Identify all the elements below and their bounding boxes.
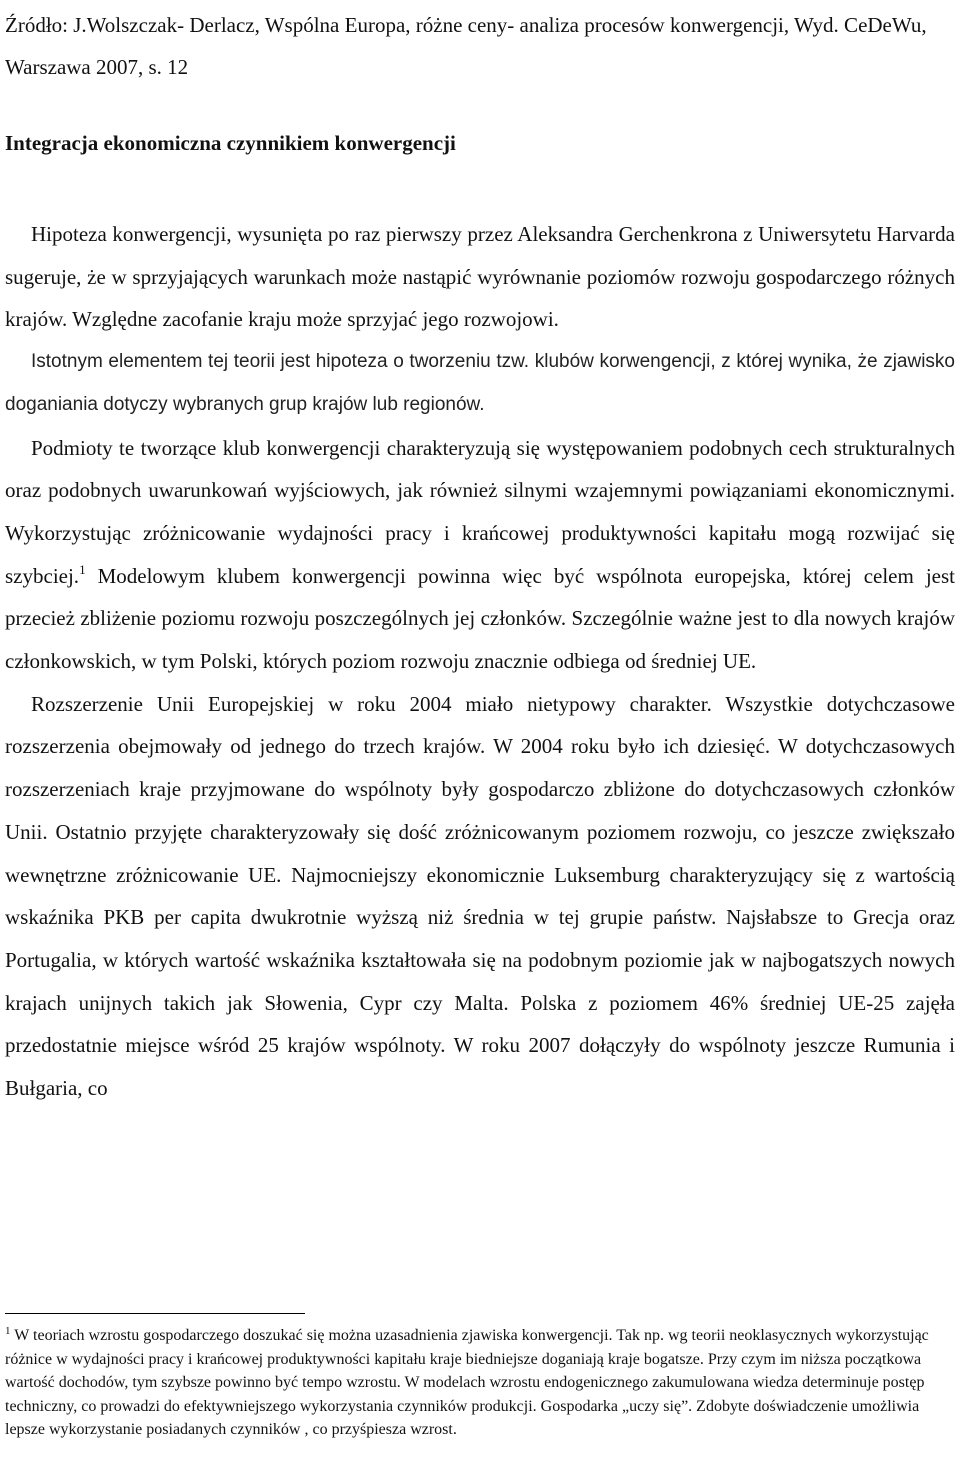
- paragraph-4: Rozszerzenie Unii Europejskiej w roku 2004 miało nietypowy charakter. Wszystkie dotychczasowe rozszerzenia obejmowały od jednego do trzech krajów. W 2004 roku było ich dziesięć. W dotychczasowych rozszerzeniach kraje przyjmowane do wspólnoty były gospodarczo zbliżone do dotychczasowych członków Unii. Ostatnio przyjęte charakteryzowały się dość zróżnicowanym poziomem rozwoju, co jeszcze zwiększało wewnętrzne zróżnicowanie UE. Najmocniejszy ekonomicznie Luksemburg charakteryzujący się z wartością wskaźnika PKB per capita dwukrotnie wyższą niż średnia w tej grupie państw. Najsłabsze to Grecja oraz Portugalia, w których wartość wskaźnika kształtowała się na podobnym poziomie jak w najbogatszych nowych krajach unijnych takich jak Słowenia, Cypr czy Malta. Polska z poziomem 46% średniej UE-25 zajęła przedostatnie miejsce wśród 25 krajów wspólnoty. W roku 2007 dołączyły do wspólnoty jeszcze Rumunia i Bułgaria, co: [5, 691, 955, 1101]
- paragraph-3-text-b: Modelowym klubem konwergencji powinna więc być wspólnota europejska, której celem jest przecież zbliżenie poziomu rozwoju poszczególnych jej członków. Szczególnie ważne jest to dla nowych krajów członkowskich, w tym Polski, których poziom rozwoju znacznie odbiega od średniej UE.: [5, 563, 955, 674]
- section-heading: Integracja ekonomiczna czynnikiem konwergencji: [5, 131, 456, 155]
- footnote: [5, 1324, 955, 1442]
- footnote-reference: 1: [79, 561, 86, 577]
- footnote-text: W teoriach wzrostu gospodarczego doszukać się można uzasadnienia zjawiska konwergencji. Tak np. wg teorii neoklasycznych wykorzystując różnice w wydajności pracy i krańcowej produktywności kapitału kraje biedniejsze doganiają kraje bogatsze. Przy czym im niższa początkowa wartość dochodów, tym szybsze powinno być tempo wzrostu. W modelach wzrostu endogenicznego zakumulowana wiedza determinuje postęp techniczny, co prowadzi do efektywniejszego wykorzystania czynników produkcji. Gospodarka „uczy się”. Zdobyte doświadczenie umożliwia lepsze wykorzystanie posiadanych czynników , co przyśpiesza wzrost.: [5, 1327, 929, 1438]
- footnote-marker: 1: [5, 1325, 11, 1337]
- paragraph-3: [5, 427, 955, 683]
- body-text: [5, 213, 955, 1110]
- footnote-separator: [5, 1313, 305, 1314]
- paragraph-2: Istotnym elementem tej teorii jest hipoteza o tworzeniu tzw. klubów korwengencji, z której wynika, że zjawisko doganiania dotyczy wybranych grup krajów lub regionów.: [5, 351, 955, 415]
- source-citation: Źródło: J.Wolszczak- Derlacz, Wspólna Europa, różne ceny- analiza procesów konwergencji, Wyd. CeDeWu, Warszawa 2007, s. 12: [5, 13, 927, 79]
- paragraph-1: Hipoteza konwergencji, wysunięta po raz pierwszy przez Aleksandra Gerchenkrona z Uniwersytetu Harvarda sugeruje, że w sprzyjających warunkach może nastąpić wyrównanie poziomów rozwoju gospodarczego różnych krajów. Względne zacofanie kraju może sprzyjać jego rozwojowi.: [5, 222, 955, 332]
- paragraph-3-text-a: Podmioty te tworzące klub konwergencji charakteryzują się występowaniem podobnych cech strukturalnych oraz podobnych uwarunkowań wyjściowych, jak również silnymi wzajemnymi powiązaniami ekonomicznymi. Wykorzystując zróżnicowanie wydajności pracy i krańcowej produktywności kapitału mogą rozwijać się szybciej.: [5, 435, 955, 588]
